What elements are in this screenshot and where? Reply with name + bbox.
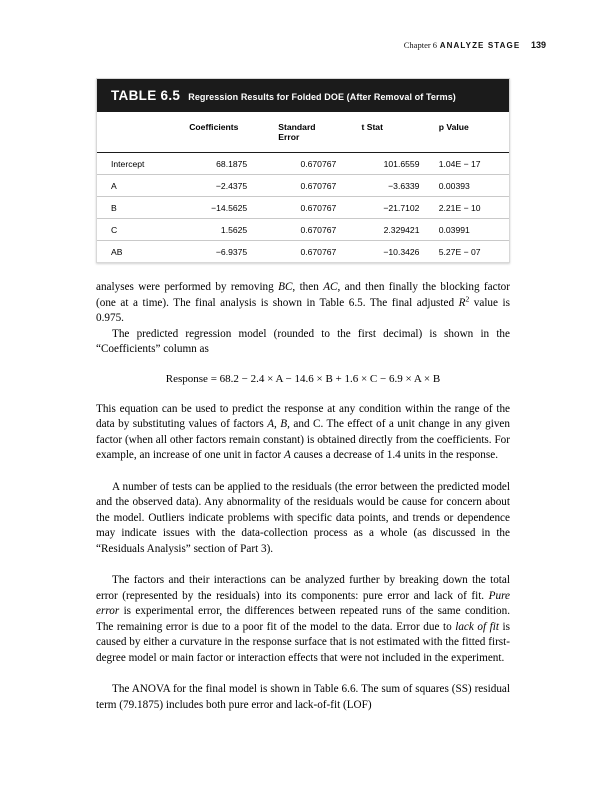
cell-standard-error [278,197,361,219]
table-head [97,112,509,153]
p1-term-ac: AC [323,281,338,293]
cell-p-value [439,197,509,219]
running-head-stage: ANALYZE STAGE [439,41,521,50]
cell-coefficient-value: 68.1875 [216,158,248,169]
cell-p-value [439,241,509,263]
cell-t-stat [361,153,438,175]
cell-p-value-value: 2.21E − 10 [438,202,481,213]
p1-term-bc: BC [278,281,293,293]
row-label: A [97,175,189,197]
paragraph-spacer [96,464,510,480]
p3-factors: A, B, [267,418,290,431]
paragraph-3 [96,402,510,464]
p1-symbol-r: R [458,296,466,309]
p5-part-c: is caused by either a curvature in the response surface that is not estimated with the fitted first-degree model or main factor or interaction effects that were not included in the experiment. [96,620,510,665]
p5-term-lack-of-fit: lack of fit [455,620,499,633]
regression-equation: Response = 68.2 − 2.4 × A − 14.6 × B + 1.6 × C − 6.9 × A × B [165,372,441,385]
cell-t-stat [361,197,438,219]
p1-part-a: analyses were performed by removing [96,281,279,293]
paragraph-1 [96,280,510,327]
cell-coefficient-value: −2.4375 [215,180,248,191]
cell-p-value-value: 0.00393 [438,180,470,191]
cell-standard-error-value: 0.670767 [300,180,337,191]
cell-t-stat-value: −3.6339 [388,180,420,191]
p3-part-a: This equation can be used to predict the response at any condition within the range of the data by substituting values of factors [96,402,510,431]
cell-coefficient-value: 1.5625 [220,224,248,235]
cell-standard-error-value: 0.670767 [300,246,337,257]
table-row [97,197,509,219]
cell-p-value [439,153,509,175]
p1-exponent: 2 [465,293,470,303]
p1-part-b: , then [292,281,324,293]
cell-t-stat [361,175,438,197]
cell-t-stat-value: −21.7102 [383,202,420,213]
running-head [404,40,546,50]
table-row [97,219,509,241]
p3-part-c: causes a decrease of 1.4 units in the response. [290,449,498,462]
cell-standard-error-value: 0.670767 [300,224,337,235]
row-label: B [97,197,189,219]
cell-coefficient [189,197,278,219]
cell-standard-error [278,241,361,263]
cell-t-stat [361,241,438,263]
cell-coefficient [189,241,278,263]
table-number: TABLE 6.5 [111,88,181,103]
col-header-coefficients: Coefficients [189,112,278,153]
table-6-5 [96,78,510,263]
p5-term-pure-error: Pure error [96,589,510,618]
cell-p-value-value: 5.27E − 07 [438,246,481,257]
cell-standard-error-value: 0.670767 [300,202,337,213]
table-row [97,153,509,175]
paragraph-6: The ANOVA for the final model is shown in Table 6.6. The sum of squares (SS) residual term (79.1875) includes both pure error and lack-of-fit (LOF) [96,683,510,711]
body-text [96,280,510,713]
running-head-chapter: Chapter 6 [403,40,438,50]
cell-t-stat [361,219,438,241]
table-row [97,241,509,263]
col-header-t-stat: t Stat [361,112,438,153]
cell-t-stat-value: 101.6559 [383,158,420,169]
p3-part-b: and C. The effect of a unit change in any given factor (when all other factors remain constant) is obtained directly from the coefficients. For example, an increase of one unit in factor [96,418,510,462]
row-label: C [97,219,189,241]
paragraph-spacer [96,667,510,683]
cell-t-stat-value: −10.3426 [383,246,420,257]
table-body [97,153,509,263]
cell-t-stat-value: 2.329421 [383,224,420,235]
row-label: AB [111,246,123,257]
cell-coefficient [189,153,278,175]
cell-standard-error [278,153,361,175]
col-header-standard-error-line2: Error [278,132,300,142]
cell-coefficient [189,219,278,241]
p5-part-a: The factors and their interactions can be analyzed further by breaking down the total error (represented by the residuals) into its components: pure error and lack of fit. [96,574,510,602]
col-header-p-value: p Value [439,112,509,153]
paragraph-spacer [96,558,510,574]
table-header-row [97,112,509,153]
p1-part-c: , and then finally the blocking factor (one at a time). The final analysis is shown in Table 6.5. The final adjusted [96,281,510,309]
paragraph-5 [96,573,510,667]
p1-part-d: value is 0.975. [96,296,510,325]
cell-coefficient [189,175,278,197]
col-header-standard-error-line1: Standard [278,122,316,132]
cell-standard-error [278,175,361,197]
cell-p-value-value: 1.04E − 17 [438,158,481,169]
p5-part-b: is experimental error, the differences between repeated runs of the same condition. The remaining error is due to a poor fit of the model to the data. Error due to [96,605,510,633]
row-label: Intercept [97,153,189,175]
cell-p-value [439,219,509,241]
col-header-label [97,112,189,153]
results-table [97,112,509,262]
cell-coefficient-value: −6.9375 [215,246,248,257]
paragraph-4: A number of tests can be applied to the residuals (the error between the predicted model and the observed data). Any abnormality of the residuals would be cause for concern about the model. Outliers indicate problems with specific data points, and trends or dependence may indicate issues with the data-collection process as a whole (as discussed in the “Residuals Analysis” section of Part 3). [96,480,510,555]
table-row [97,175,509,197]
page-number: 139 [530,40,546,50]
table-caption: Regression Results for Folded DOE (After Removal of Terms) [188,92,456,102]
cell-coefficient-value: −14.5625 [211,202,248,213]
cell-standard-error-value: 0.670767 [300,158,337,169]
col-header-standard-error [278,112,361,153]
table-header-bar [97,79,509,112]
cell-p-value-value: 0.03991 [438,224,470,235]
cell-standard-error [278,219,361,241]
cell-p-value [439,175,509,197]
paragraph-2: The predicted regression model (rounded to the first decimal) is shown in the “Coefficients” column as [96,327,510,356]
p3-factor-a: A [283,449,291,462]
